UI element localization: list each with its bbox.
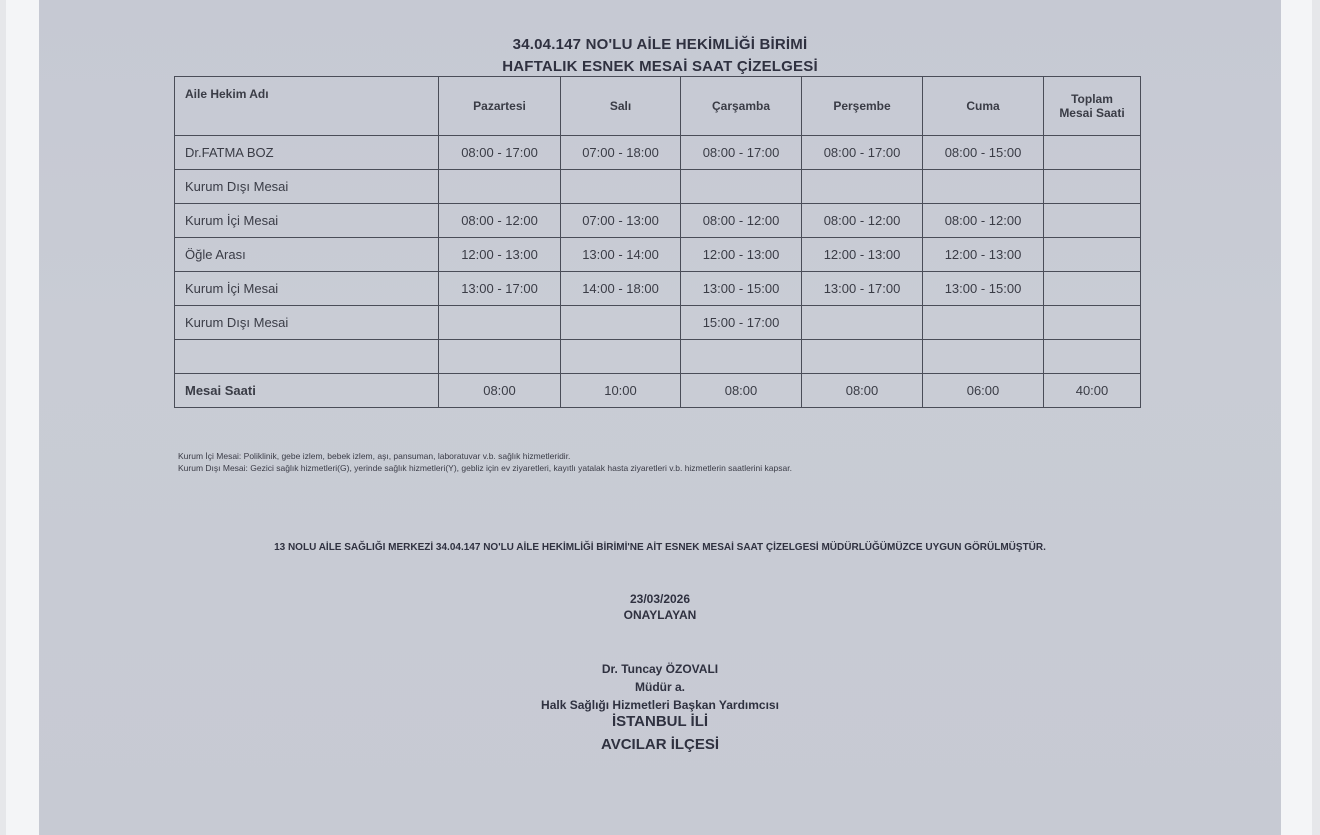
- table-cell: 40:00: [1044, 374, 1141, 408]
- scanned-document: [39, 0, 1281, 835]
- row-label-cell: Dr.FATMA BOZ: [175, 136, 439, 170]
- table-cell: [439, 170, 561, 204]
- table-cell: 12:00 - 13:00: [923, 238, 1044, 272]
- table-cell: 08:00 - 12:00: [802, 204, 923, 238]
- signatory-title: Müdür a.: [635, 680, 685, 694]
- table-cell: [1044, 238, 1141, 272]
- table-cell: [439, 340, 561, 374]
- row-label-cell: Kurum İçi Mesai: [175, 272, 439, 306]
- table-cell: 12:00 - 13:00: [802, 238, 923, 272]
- table-cell: [802, 170, 923, 204]
- document-subtitle: HAFTALIK ESNEK MESAİ SAAT ÇİZELGESİ: [502, 58, 818, 75]
- table-cell: [681, 340, 802, 374]
- table-cell: 12:00 - 13:00: [681, 238, 802, 272]
- table-cell: 08:00: [802, 374, 923, 408]
- table-cell: [561, 170, 681, 204]
- table-cell: [1044, 306, 1141, 340]
- header-total-hours: Toplam Mesai Saati: [1044, 77, 1141, 136]
- province: İSTANBUL İLİ: [611, 713, 709, 730]
- row-label-cell: Mesai Saati: [175, 374, 439, 408]
- header-friday: Cuma: [923, 77, 1044, 136]
- district: AVCILAR İLÇESİ: [600, 736, 720, 753]
- signatory-name: Dr. Tuncay ÖZOVALI: [601, 662, 719, 676]
- table-cell: [1044, 204, 1141, 238]
- table-row: [175, 238, 1141, 272]
- table-cell: [802, 306, 923, 340]
- table-cell: 08:00 - 15:00: [923, 136, 1044, 170]
- table-cell: [681, 170, 802, 204]
- table-cell: 08:00: [681, 374, 802, 408]
- table-cell: 08:00 - 12:00: [681, 204, 802, 238]
- row-label-cell: Kurum Dışı Mesai: [175, 170, 439, 204]
- approval-date: 23/03/2026: [629, 592, 691, 606]
- header-thursday: Perşembe: [802, 77, 923, 136]
- signatory-role: Halk Sağlığı Hizmetleri Başkan Yardımcısı: [541, 698, 779, 712]
- table-cell: [439, 306, 561, 340]
- table-cell: 13:00 - 15:00: [681, 272, 802, 306]
- table-cell: [923, 340, 1044, 374]
- note-internal: Kurum İçi Mesai: Poliklinik, gebe izlem, bebek izlem, aşı, pansuman, laboratuvar v.b. sağlık hizmetleridir.: [178, 451, 571, 461]
- table-header-row: [175, 77, 1141, 136]
- table-cell: 13:00 - 17:00: [439, 272, 561, 306]
- table-row: [175, 340, 1141, 374]
- table-cell: 06:00: [923, 374, 1044, 408]
- row-label-cell: Öğle Arası: [175, 238, 439, 272]
- table-row: [175, 204, 1141, 238]
- table-row: [175, 170, 1141, 204]
- table-cell: [923, 170, 1044, 204]
- table-cell: 13:00 - 14:00: [561, 238, 681, 272]
- table-cell: 08:00 - 12:00: [923, 204, 1044, 238]
- table-cell: 13:00 - 15:00: [923, 272, 1044, 306]
- viewer-margin-right: [1312, 0, 1320, 835]
- table-cell: [923, 306, 1044, 340]
- header-monday: Pazartesi: [439, 77, 561, 136]
- schedule-table: [174, 76, 1141, 408]
- row-label-cell: Kurum Dışı Mesai: [175, 306, 439, 340]
- table-cell: [561, 340, 681, 374]
- table-cell: 07:00 - 13:00: [561, 204, 681, 238]
- table-cell: 12:00 - 13:00: [439, 238, 561, 272]
- approved-by-label: ONAYLAYAN: [623, 608, 697, 622]
- table-cell: 08:00 - 17:00: [439, 136, 561, 170]
- approval-statement: 13 NOLU AİLE SAĞLIĞI MERKEZİ 34.04.147 NO'LU AİLE HEKİMLİĞİ BİRİMİ'NE AİT ESNEK MESAİ SAAT ÇİZELGESİ MÜDÜRLÜĞÜMÜZCE UYGUN GÖRÜLMÜŞTÜR.: [274, 542, 1046, 553]
- table-cell: [1044, 170, 1141, 204]
- table-cell: 08:00: [439, 374, 561, 408]
- viewer-margin-left: [0, 0, 6, 835]
- table-cell: [802, 340, 923, 374]
- table-row: [175, 136, 1141, 170]
- table-row: [175, 306, 1141, 340]
- table-cell: 13:00 - 17:00: [802, 272, 923, 306]
- header-wednesday: Çarşamba: [681, 77, 802, 136]
- table-cell: [561, 306, 681, 340]
- table-cell: [1044, 340, 1141, 374]
- table-cell: 08:00 - 17:00: [681, 136, 802, 170]
- table-cell: [1044, 136, 1141, 170]
- table-cell: 14:00 - 18:00: [561, 272, 681, 306]
- table-total-row: [175, 374, 1141, 408]
- table-cell: 15:00 - 17:00: [681, 306, 802, 340]
- table-cell: [1044, 272, 1141, 306]
- row-label-cell: Kurum İçi Mesai: [175, 204, 439, 238]
- header-tuesday: Salı: [561, 77, 681, 136]
- row-label-cell: [175, 340, 439, 374]
- note-external: Kurum Dışı Mesai: Gezici sağlık hizmetleri(G), yerinde sağlık hizmetleri(Y), gebliz için ev ziyaretleri, kayıtlı yatalak hasta ziyaretleri v.b. hizmetlerin saatlerini kapsar.: [178, 463, 792, 473]
- document-title: 34.04.147 NO'LU AİLE HEKİMLİĞİ BİRİMİ: [512, 36, 808, 53]
- table-row: [175, 272, 1141, 306]
- table-cell: 10:00: [561, 374, 681, 408]
- table-cell: 07:00 - 18:00: [561, 136, 681, 170]
- table-cell: 08:00 - 12:00: [439, 204, 561, 238]
- header-doctor-name: Aile Hekim Adı: [175, 77, 439, 136]
- table-cell: 08:00 - 17:00: [802, 136, 923, 170]
